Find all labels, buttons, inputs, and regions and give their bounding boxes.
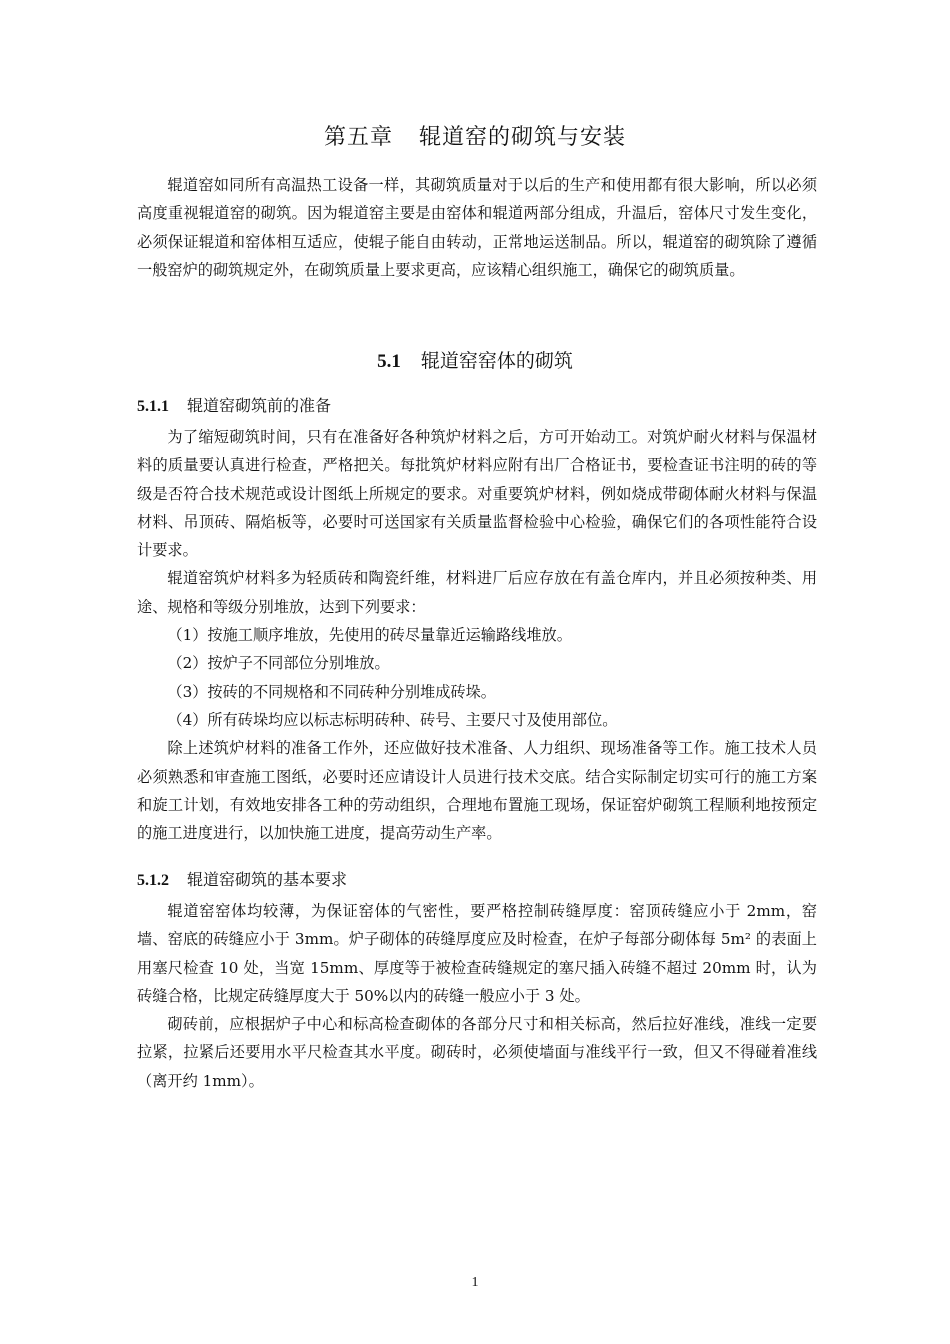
section-title (0, 346, 950, 373)
list-item: （1）按施工顺序堆放，先使用的砖尽量靠近运输路线堆放。 (167, 626, 572, 645)
chapter-subtitle: 辊道窑的砌筑与安装 (419, 125, 627, 150)
paragraph: 除上述筑炉材料的准备工作外，还应做好技术准备、人力组织、现场准备等工作。施工技术人员必须熟悉和审查施工图纸，必要时还应请设计人员进行技术交底。结合实际制定切实可行的施工方案和旋工计划，有效地安排各工种的劳动组织，合理地布置施工现场，保证窑炉砌筑工程顺利地按预定的施工进度进行，以加快施工进度，提高劳动生产率。 (137, 739, 817, 843)
list-item: （3）按砖的不同规格和不同砖种分别堆成砖垛。 (167, 682, 496, 701)
subsection-1-body (137, 423, 817, 847)
subsection-1-number: 5.1.1 (137, 398, 169, 415)
list-item: （2）按炉子不同部位分别堆放。 (167, 654, 390, 673)
paragraph: 为了缩短砌筑时间，只有在准备好各种筑炉材料之后，方可开始动工。对筑炉耐火材料与保温材料的质量要认真进行检查，严格把关。每批筑炉材料应附有出厂合格证书，要检查证书注明的砖的等级是否符合技术规范或设计图纸上所规定的要求。对重要筑炉材料，例如烧成带砌体耐火材料与保温材料、吊顶砖、隔焰板等，必要时可送国家有关质量监督检验中心检验，确保它们的各项性能符合设计要求。 (137, 428, 817, 560)
subsection-1-title (137, 393, 331, 416)
subsection-2-body (137, 897, 817, 1095)
paragraph: 砌砖前，应根据炉子中心和标高检查砌体的各部分尺寸和相关标高，然后拉好准线，准线一定要拉紧，拉紧后还要用水平尺检查其水平度。砌砖时，必须使墙面与准线平行一致，但又不得碰着准线（离开约 1mm）。 (137, 1015, 817, 1090)
subsection-2-title-text: 辊道窑砌筑的基本要求 (187, 870, 348, 889)
chapter-intro: 辊道窑如同所有高温热工设备一样，其砌筑质量对于以后的生产和使用都有很大影响，所以必须高度重视辊道窑的砌筑。因为辊道窑主要是由窑体和辊道两部分组成，升温后，窑体尺寸发生变化，必须保证辊道和窑体相互适应，使辊子能自由转动，正常地运送制品。所以，辊道窑的砌筑除了遵循一般窑炉的砌筑规定外，在砌筑质量上要求更高，应该精心组织施工，确保它的砌筑质量。 (137, 176, 817, 279)
chapter-title (0, 120, 950, 151)
chapter-number: 第五章 (323, 125, 393, 150)
subsection-1-title-text: 辊道窑砌筑前的准备 (187, 396, 332, 415)
list-item: （4）所有砖垛均应以标志标明砖种、砖号、主要尺寸及使用部位。 (167, 710, 618, 729)
paragraph: 辊道窑窑体均较薄，为保证窑体的气密性，要严格控制砖缝厚度：窑顶砖缝应小于 2mm，窑墙、窑底的砖缝应小于 3mm。炉子砌体的砖缝厚度应及时检查，在炉子每部分砌体每 5m² 的表面上用塞尺检查 10 处，当宽 15mm、厚度等于被检查砖缝规定的塞尺插入砖缝不超过 20mm 时，认为砖缝合格，比规定砖缝厚度大于 50%以内的砖缝一般应小于 3 处。 (137, 902, 817, 1005)
subsection-2-title (137, 867, 347, 890)
section-title-text: 辊道窑窑体的砌筑 (420, 350, 573, 372)
chapter-intro-block (137, 171, 817, 284)
section-number: 5.1 (377, 351, 401, 372)
subsection-2-number: 5.1.2 (137, 872, 169, 889)
page-number: 1 (471, 1275, 479, 1290)
paragraph: 辊道窑筑炉材料多为轻质砖和陶瓷纤维，材料进厂后应存放在有盖仓库内，并且必须按种类、用途、规格和等级分别堆放，达到下列要求： (137, 569, 817, 616)
